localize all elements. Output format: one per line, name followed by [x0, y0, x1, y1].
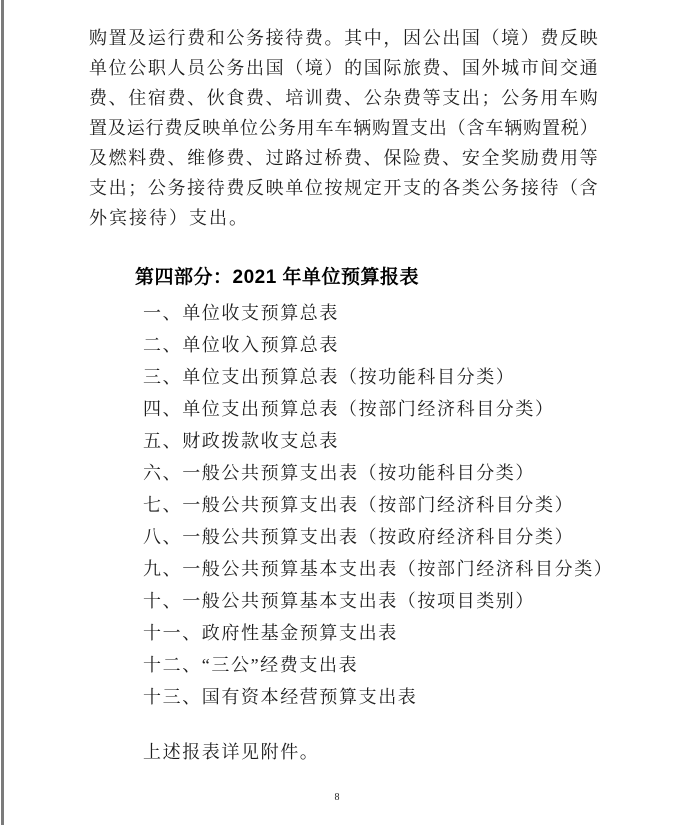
report-list-item: 十三、国有资本经营预算支出表	[143, 687, 418, 707]
paragraph-line: 购 置 及 运 行 费 和 公 务 接 待 费 。 其 中 ， 因 公 出 国 （ 境 ） 费 反 映	[89, 28, 598, 48]
report-list-item: 五、财政拨款收支总表	[143, 431, 339, 451]
report-list-item: 四、单位支出预算总表（按部门经济科目分类）	[143, 399, 555, 419]
report-list-item: 十二、“三公”经费支出表	[143, 655, 359, 675]
paragraph-line: 费 、 住 宿 费 、 伙 食 费 、 培 训 费 、 公 杂 费 等 支 出 ； 公 务 用 车 购	[89, 88, 598, 108]
report-list-item: 一、单位收支预算总表	[143, 303, 339, 323]
report-list-item: 十、一般公共预算基本支出表（按项目类别）	[143, 591, 535, 611]
paragraph-line: 单 位 公 职 人 员 公 务 出 国 （ 境 ） 的 国 际 旅 费 、 国 外 城 市 间 交 通	[89, 58, 598, 78]
report-list-item: 七、一般公共预算支出表（按部门经济科目分类）	[143, 495, 575, 515]
paragraph-line: 支 出 ； 公 务 接 待 费 反 映 单 位 按 规 定 开 支 的 各 类 公 务 接 待 （ 含	[89, 178, 598, 198]
closing-line: 上述报表详见附件。	[143, 742, 320, 762]
paragraph-line: 及 燃 料 费 、 维 修 费 、 过 路 过 桥 费 、 保 险 费 、 安 全 奖 励 费 用 等	[89, 148, 598, 168]
section-heading: 第四部分：2021 年单位预算报表	[135, 267, 420, 288]
body-paragraph	[89, 23, 598, 233]
page-number: 8	[334, 792, 340, 803]
report-list-item: 三、单位支出预算总表（按功能科目分类）	[143, 367, 516, 387]
paragraph-line: 外宾接待）支出。	[89, 208, 249, 228]
report-list-item: 十一、政府性基金预算支出表	[143, 623, 398, 643]
paragraph-line: 置 及 运 行 费 反 映 单 位 公 务 用 车 车 辆 购 置 支 出 （ 含 车 辆 购 置 税 ）	[89, 118, 598, 138]
report-list-item: 九、一般公共预算基本支出表（按部门经济科目分类）	[143, 559, 614, 579]
report-list	[143, 297, 613, 713]
page-left-edge-line	[1, 0, 4, 825]
report-list-item: 二、单位收入预算总表	[143, 335, 339, 355]
report-list-item: 六、一般公共预算支出表（按功能科目分类）	[143, 463, 535, 483]
report-list-item: 八、一般公共预算支出表（按政府经济科目分类）	[143, 527, 575, 547]
